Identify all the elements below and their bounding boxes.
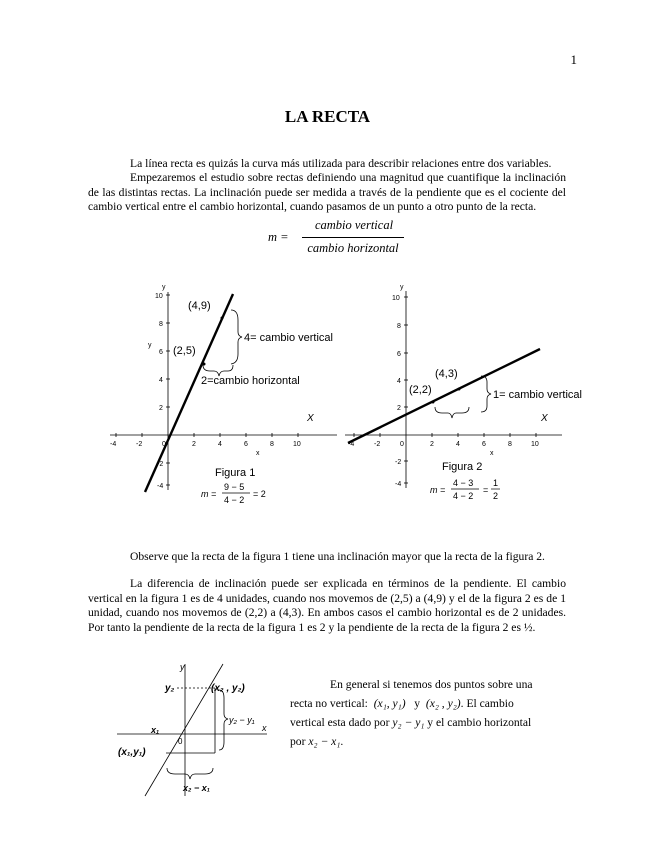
- fig2-slope-num: 4 − 3: [453, 478, 474, 488]
- page-number: 1: [570, 52, 577, 67]
- general-dy: y₂ − y₁: [392, 716, 425, 729]
- fig1-slope-lhs: m =: [201, 489, 217, 499]
- general-dx: x₂ − x₁: [308, 735, 341, 748]
- diagram-dy-label: y₂ − y₁: [229, 715, 255, 725]
- fig2-slope-res-num: 1: [493, 478, 499, 488]
- fig1-caption: Figura 1: [215, 467, 256, 479]
- fig1-y-label: y: [162, 284, 166, 291]
- fig1-x-small: x: [256, 450, 260, 457]
- fig2-ytick: -4: [395, 481, 402, 488]
- fig2-x-small: x: [490, 450, 494, 457]
- formula-bar: [302, 237, 404, 238]
- general-line-2: [290, 694, 550, 713]
- fig1-ytick: -2: [157, 461, 164, 468]
- fig1-xtick: -4: [110, 441, 117, 448]
- fig2-vertical-brace: [481, 376, 491, 412]
- general-line-3-b: y el cambio horizontal: [427, 716, 532, 729]
- fig2-xtick: 4: [456, 441, 460, 448]
- fig2-slope-lhs: m =: [430, 485, 446, 495]
- fig2-point-b: [432, 401, 435, 404]
- diagram-y2-label: y₂: [165, 683, 175, 694]
- general-point-2: (x₂ , y₂): [425, 697, 461, 710]
- fig2-ytick: 4: [397, 378, 401, 385]
- fig1-y-small: y: [148, 342, 152, 349]
- fig1-ytick: 2: [159, 405, 163, 412]
- general-line-2-a: recta no vertical:: [290, 697, 368, 710]
- diagram-origin-label: 0: [178, 737, 183, 746]
- formula-denominator: cambio horizontal: [307, 241, 399, 255]
- fig2-y-label: y: [400, 284, 404, 291]
- fig1-ytick: -4: [157, 483, 164, 490]
- fig2-slope-den: 4 − 2: [453, 491, 474, 501]
- diagram-y-label: y: [180, 662, 185, 672]
- fig2-caption: Figura 2: [442, 461, 483, 473]
- fig2-xtick: 2: [430, 441, 434, 448]
- fig2-horizontal-brace: [435, 407, 469, 418]
- intro-paragraph-1: La línea recta es quizás la curva más utilizada para describir relaciones entre dos variables.: [130, 157, 552, 170]
- observe-paragraph: Observe que la recta de la figura 1 tiene una inclinación mayor que la recta de la figura 2.: [130, 550, 545, 563]
- fig1-xtick: 2: [192, 441, 196, 448]
- fig1-vertical-brace: [231, 310, 242, 364]
- fig1-point-b-label: (2,5): [173, 345, 196, 357]
- diagram-vertical-brace: [219, 690, 228, 750]
- general-line-2-b: . El cambio: [460, 697, 514, 710]
- fig1-point-b: [203, 363, 206, 366]
- fig2-x-label: X: [541, 413, 548, 424]
- general-line-4-b: .: [340, 735, 344, 748]
- general-line-3-a: vertical esta dado por: [290, 716, 390, 729]
- fig1-slope-num: 9 − 5: [224, 482, 245, 492]
- figure-1-graph: [105, 280, 345, 515]
- fig1-xtick: 10: [293, 441, 301, 448]
- general-line-4: [290, 732, 550, 751]
- difference-paragraph: La diferencia de inclinación puede ser explicada en términos de la pendiente. El cambio vertical en la figura 1 es de 4 unidades, cuando nos movemos de (2,5) a (4,9) y el de la figura 2 es de 1 unidad, cuando nos movemos de (2,2) a (4,3). En ambos casos el cambio horizontal es de 2 unidades. Por tanto la pendiente de la recta de la figura 1 es 2 y la pendiente de la recta de la figura 2 es ½.: [88, 577, 566, 634]
- fig2-point-a: [458, 388, 461, 391]
- fig1-point-a-label: (4,9): [188, 300, 211, 312]
- fig1-slope-den: 4 − 2: [224, 495, 245, 505]
- slope-formula: [268, 218, 408, 260]
- diagram-x1-label: x₁: [151, 725, 160, 735]
- diagram-p2-label: (x₂ , y₂): [211, 683, 245, 694]
- fig2-ytick: 8: [397, 323, 401, 330]
- fig2-ytick: -2: [395, 459, 402, 466]
- fig1-ytick: 8: [159, 321, 163, 328]
- general-line-4-a: por: [290, 735, 306, 748]
- fig1-ytick: 10: [155, 293, 163, 300]
- diagram-horizontal-brace: [167, 768, 213, 779]
- fig1-horizontal-label: 2=cambio horizontal: [201, 375, 300, 387]
- fig1-slope-result: = 2: [253, 489, 266, 499]
- fig2-point-b-label: (2,2): [409, 384, 432, 396]
- diagram-x-label: x: [262, 723, 267, 733]
- fig2-ytick: 2: [397, 405, 401, 412]
- fig1-point-a: [221, 317, 224, 320]
- page-title: LA RECTA: [284, 107, 371, 126]
- fig1-ytick: 4: [159, 377, 163, 384]
- general-point-1: (x₁, y₁): [373, 697, 406, 710]
- general-line-1: En general si tenemos dos puntos sobre una: [330, 678, 533, 691]
- fig2-xtick: -2: [374, 441, 381, 448]
- diagram-p1-label: (x₁,y₁): [118, 747, 146, 758]
- diagram-dx-label: x₂ − x₁: [183, 783, 210, 793]
- formula-lhs: m =: [268, 230, 289, 244]
- fig2-vertical-label: 1= cambio vertical: [493, 389, 582, 401]
- fig1-vertical-label: 4= cambio vertical: [244, 332, 333, 344]
- fig2-slope-eq: =: [483, 485, 489, 495]
- general-and: y: [414, 697, 421, 710]
- fig2-slope-res-den: 2: [493, 491, 499, 501]
- fig1-xtick: 0: [162, 441, 166, 448]
- fig1-xtick: 8: [270, 441, 274, 448]
- fig1-ytick: 6: [159, 349, 163, 356]
- general-diagram: [115, 660, 290, 800]
- formula-numerator: cambio vertical: [314, 218, 394, 232]
- fig1-xtick: 4: [218, 441, 222, 448]
- fig2-ytick: 6: [397, 351, 401, 358]
- fig2-xtick: 10: [531, 441, 539, 448]
- fig2-xtick: 0: [400, 441, 404, 448]
- fig2-ytick: 10: [392, 295, 400, 302]
- general-line-3: [290, 713, 550, 732]
- fig1-xtick: 6: [244, 441, 248, 448]
- figure-2-graph: [340, 283, 582, 515]
- fig2-xtick: -4: [348, 441, 355, 448]
- fig1-x-label: X: [307, 413, 314, 424]
- fig2-xtick: 8: [508, 441, 512, 448]
- fig2-xtick: 6: [482, 441, 486, 448]
- fig1-xtick: -2: [136, 441, 143, 448]
- fig2-point-a-label: (4,3): [435, 368, 458, 380]
- intro-paragraph-2: Empezaremos el estudio sobre rectas definiendo una magnitud que cuantifique la inclinación de las distintas rectas. La inclinación puede ser medida a través de la pendiente que es el cociente del cambio vertical entre el cambio horizontal, cuando pasamos de un punto a otro punto de la recta.: [88, 171, 566, 214]
